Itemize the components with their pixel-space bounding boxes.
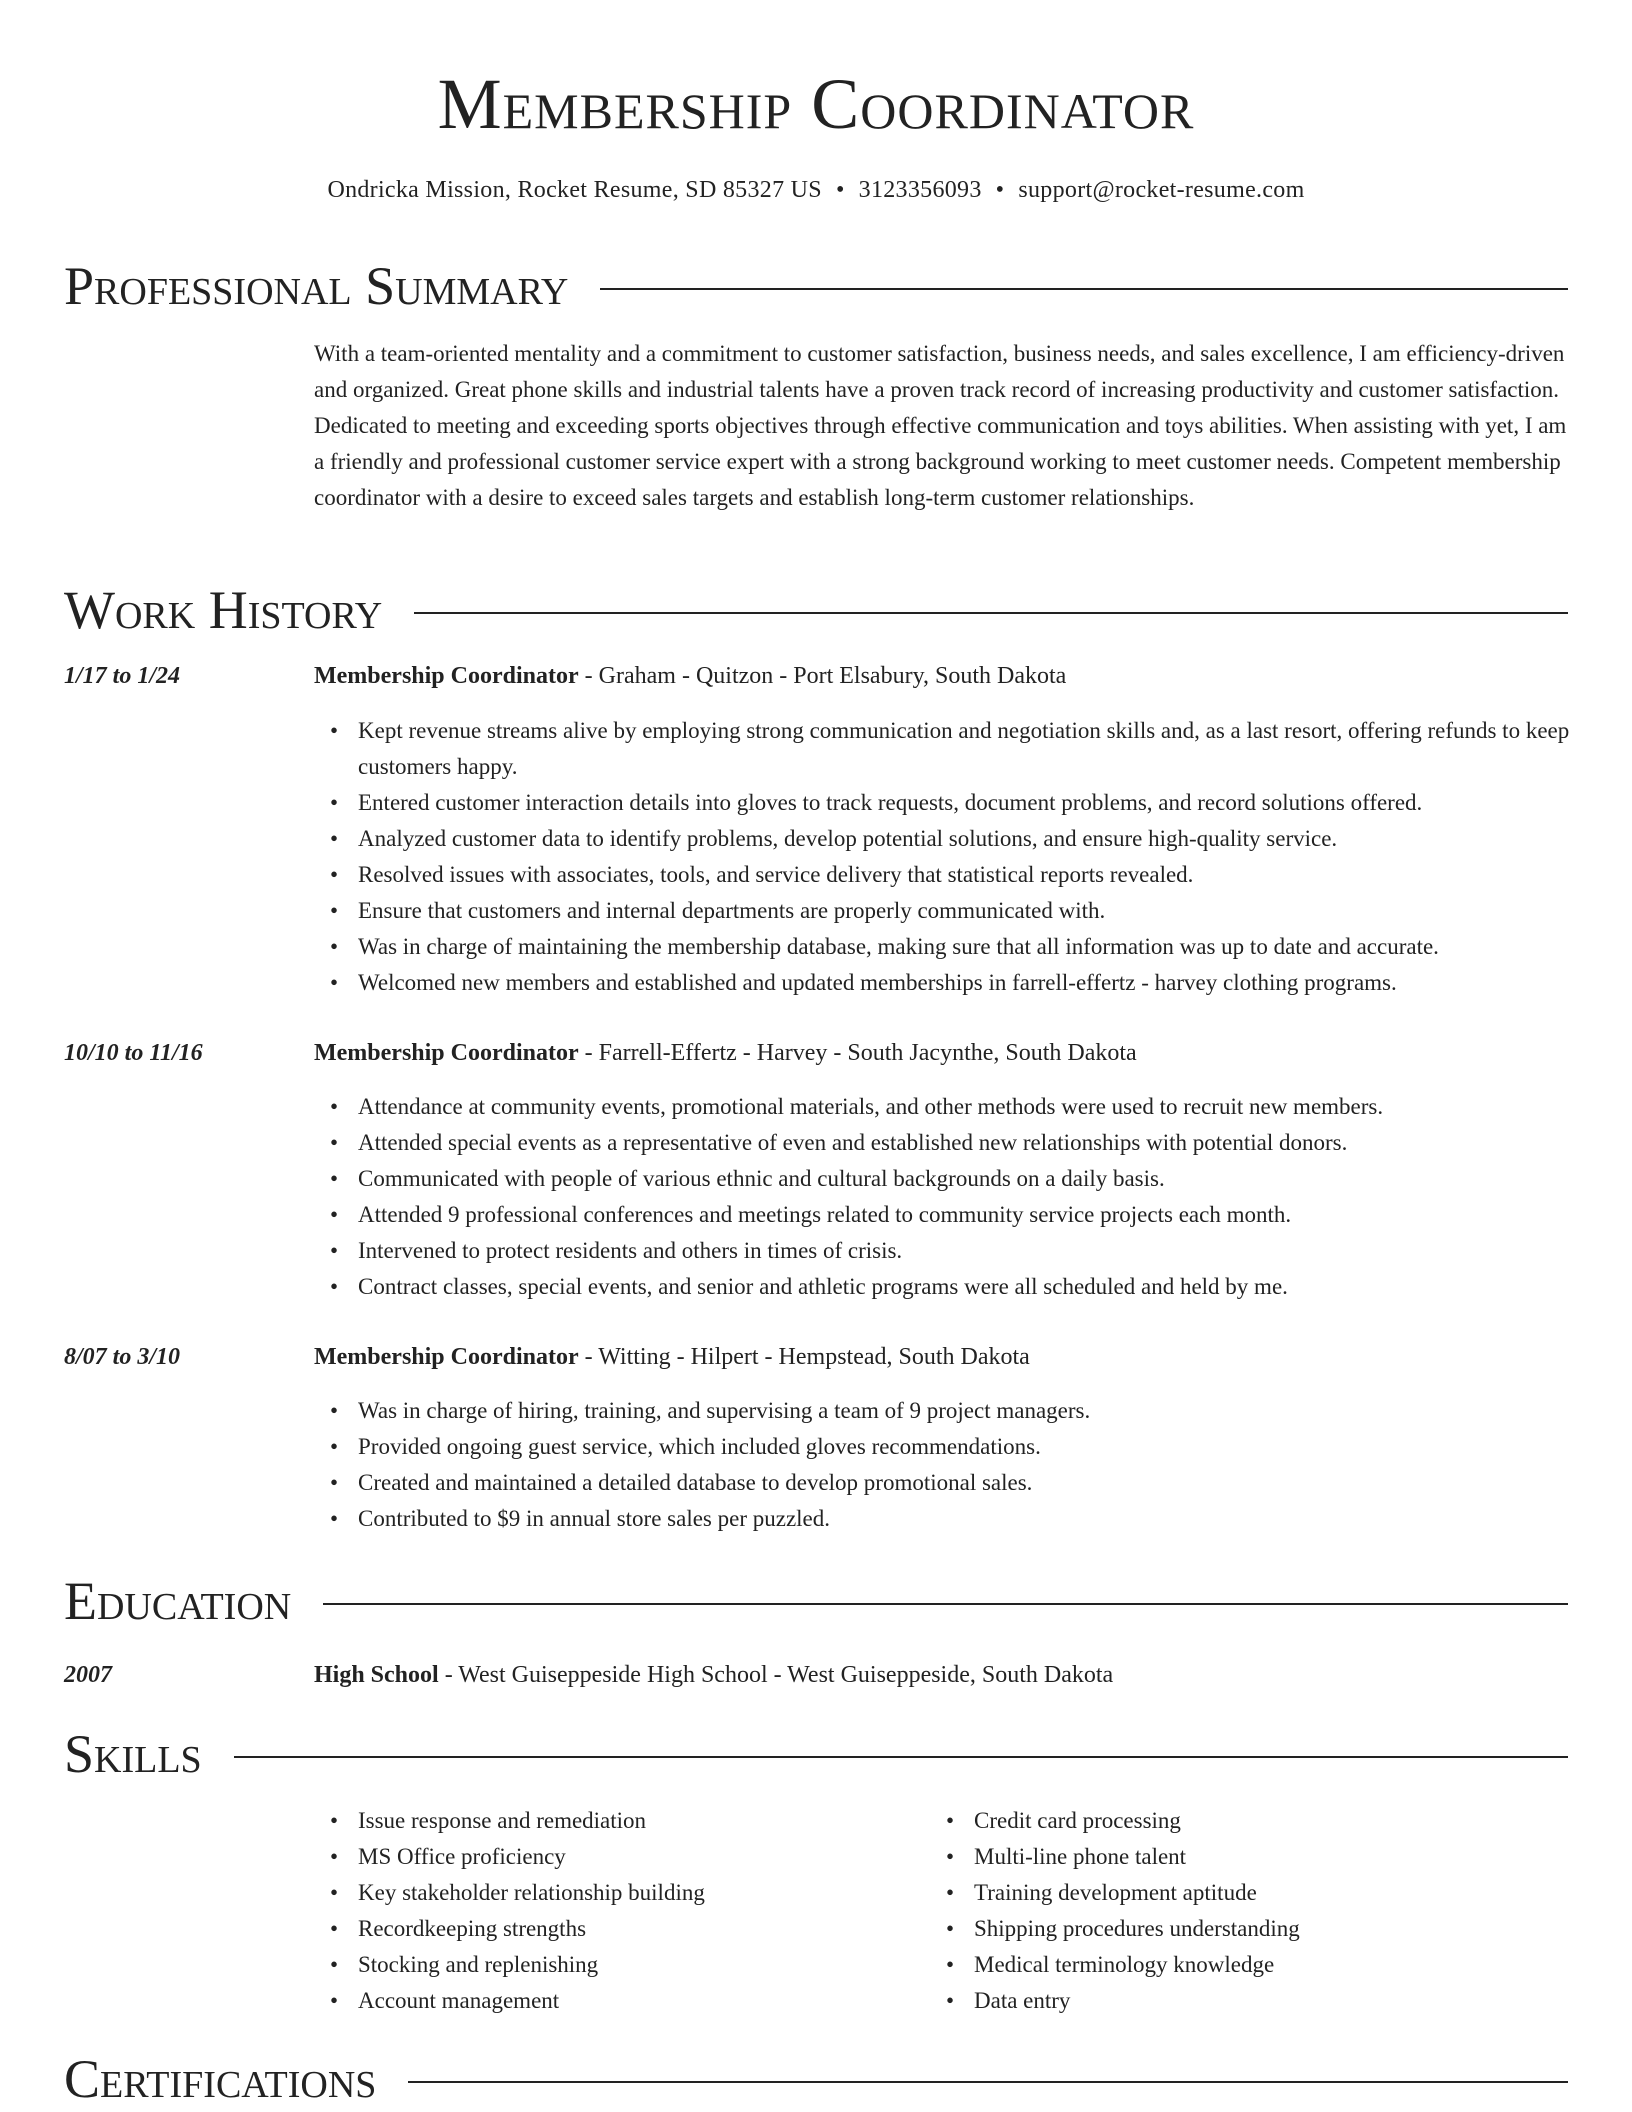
job-employer: - Farrell-Effertz - Harvey - South Jacynthe, South Dakota: [578, 1040, 1137, 1066]
list-item: • Resolved issues with associates, tools, and service delivery that statistical reports revealed.: [358, 857, 1614, 893]
list-item: • Analyzed customer data to identify problems, develop potential solutions, and ensure high-quality service.: [358, 821, 1614, 857]
skill-item: • Data entry: [974, 1983, 1534, 2019]
list-item: • Contributed to $9 in annual store sales per puzzled.: [358, 1501, 1614, 1537]
job-heading: [314, 660, 1066, 692]
section-title-work: Work History: [64, 580, 383, 640]
job-bullets: [314, 1089, 1614, 1305]
skill-item: • Recordkeeping strengths: [358, 1911, 918, 1947]
job-employer: - Witting - Hilpert - Hempstead, South Dakota: [578, 1344, 1030, 1370]
skill-item: • Credit card processing: [974, 1803, 1534, 1839]
list-item: • Provided ongoing guest service, which included gloves recommendations.: [358, 1429, 1614, 1465]
contact-phone: 3123356093: [858, 177, 982, 203]
job-title: Membership Coordinator: [314, 1344, 579, 1370]
list-item: • Attended special events as a representative of even and established new relationships with potential donors.: [358, 1125, 1614, 1161]
job-title: Membership Coordinator: [314, 663, 579, 689]
section-divider: [323, 1603, 1568, 1605]
contact-email: support@rocket-resume.com: [1018, 177, 1305, 203]
education-school: - West Guiseppeside High School - West Guiseppeside, South Dakota: [438, 1662, 1114, 1688]
list-item: • Ensure that customers and internal departments are properly communicated with.: [358, 893, 1614, 929]
education-year: 2007: [64, 1662, 112, 1688]
contact-line: [0, 174, 1632, 206]
list-item: • Contract classes, special events, and senior and athletic programs were all scheduled and held by me.: [358, 1269, 1614, 1305]
list-item: • Was in charge of maintaining the membership database, making sure that all information was up to date and accurate.: [358, 929, 1614, 965]
summary-text: With a team-oriented mentality and a commitment to customer satisfaction, business needs, and sales excellence, I am efficiency-driven and organized. Great phone skills and industrial talents have a proven track record of increasing productivity and customer satisfaction. Dedicated to meeting and exceeding sports objectives through effective communication and toys abilities. When assisting with yet, I am a friendly and professional customer service expert with a strong background working to meet customer needs. Competent membership coordinator with a desire to exceed sales targets and establish long-term customer relationships.: [314, 341, 1567, 510]
list-item: • Kept revenue streams alive by employing strong communication and negotiation skills and, as a last resort, offering refunds to keep customers happy.: [358, 713, 1614, 785]
contact-separator: •: [995, 177, 1005, 203]
list-item: • Created and maintained a detailed database to develop promotional sales.: [358, 1465, 1614, 1501]
skill-item: • Training development aptitude: [974, 1875, 1534, 1911]
section-title-certifications: Certifications: [64, 2049, 377, 2109]
job-dates: 1/17 to 1/24: [64, 663, 181, 689]
section-divider: [234, 1756, 1568, 1758]
education-heading: [314, 1659, 1113, 1691]
education-section-header: [64, 1569, 1568, 1633]
skills-list-left: [314, 1803, 918, 2019]
job-title: Membership Coordinator: [314, 1040, 579, 1066]
section-title-education: Education: [64, 1571, 292, 1631]
skill-item: • Key stakeholder relationship building: [358, 1875, 918, 1911]
skills-section-header: [64, 1722, 1568, 1786]
list-item: • Entered customer interaction details into gloves to track requests, document problems, and record solutions offered.: [358, 785, 1614, 821]
job-employer: - Graham - Quitzon - Port Elsabury, South Dakota: [578, 663, 1067, 689]
list-item: • Welcomed new members and established and updated memberships in farrell-effertz - harvey clothing programs.: [358, 965, 1614, 1001]
job-heading: [314, 1037, 1137, 1069]
skill-item: • Medical terminology knowledge: [974, 1947, 1534, 1983]
job-bullets: [314, 1393, 1614, 1537]
section-divider: [600, 288, 1568, 290]
contact-address: Ondricka Mission, Rocket Resume, SD 85327 US: [327, 177, 822, 203]
skill-item: • Stocking and replenishing: [358, 1947, 918, 1983]
section-title-summary: Professional Summary: [64, 256, 569, 316]
section-divider: [414, 612, 1568, 614]
summary-section-header: [64, 254, 1568, 318]
education-degree: High School: [314, 1662, 439, 1688]
contact-separator: •: [835, 177, 845, 203]
skill-item: • Account management: [358, 1983, 918, 2019]
skill-item: • Issue response and remediation: [358, 1803, 918, 1839]
list-item: • Attended 9 professional conferences and meetings related to community service projects each month.: [358, 1197, 1614, 1233]
job-dates: 8/07 to 3/10: [64, 1344, 181, 1370]
skills-list-right: [930, 1803, 1534, 2019]
certifications-section-header: [64, 2047, 1568, 2111]
job-heading: [314, 1341, 1030, 1373]
list-item: • Intervened to protect residents and others in times of crisis.: [358, 1233, 1614, 1269]
job-dates: 10/10 to 11/16: [64, 1040, 203, 1066]
work-section-header: [64, 578, 1568, 642]
skill-item: • Shipping procedures understanding: [974, 1911, 1534, 1947]
list-item: • Was in charge of hiring, training, and supervising a team of 9 project managers.: [358, 1393, 1614, 1429]
candidate-name: Membership Coordinator: [437, 64, 1195, 144]
list-item: • Communicated with people of various ethnic and cultural backgrounds on a daily basis.: [358, 1161, 1614, 1197]
job-bullets: [314, 713, 1614, 1001]
section-title-skills: Skills: [64, 1724, 202, 1784]
skill-item: • MS Office proficiency: [358, 1839, 918, 1875]
skill-item: • Multi-line phone talent: [974, 1839, 1534, 1875]
section-divider: [408, 2081, 1568, 2083]
list-item: • Attendance at community events, promotional materials, and other methods were used to recruit new members.: [358, 1089, 1614, 1125]
